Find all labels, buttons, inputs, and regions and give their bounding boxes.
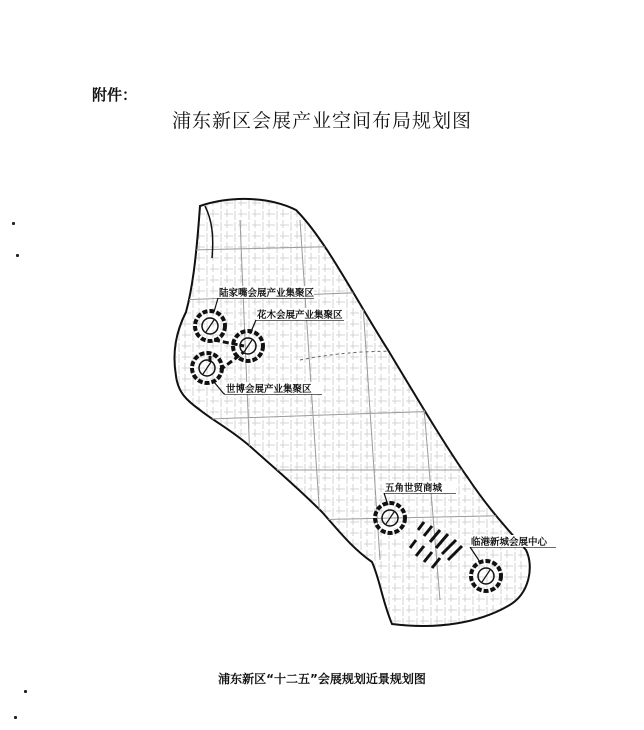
scan-speck xyxy=(16,254,19,257)
label-lujiazui: 陆家嘴会展产业集聚区 xyxy=(219,288,315,299)
label-expo: 世博会展产业集聚区 xyxy=(226,384,312,395)
label-huamu: 花木会展产业集聚区 xyxy=(257,310,343,321)
scan-speck xyxy=(14,716,17,719)
label-lingang: 临港新城会展中心 xyxy=(471,537,548,548)
map-title: 浦东新区会展产业空间布局规划图 xyxy=(171,110,472,132)
attachment-label: 附件： xyxy=(92,86,138,104)
scan-speck xyxy=(24,690,27,693)
scan-speck xyxy=(12,222,15,225)
label-wujiao: 五角世贸商城 xyxy=(385,483,443,494)
landmass xyxy=(174,199,530,626)
map-caption: 浦东新区“十二五”会展规划近景规划图 xyxy=(218,672,426,686)
